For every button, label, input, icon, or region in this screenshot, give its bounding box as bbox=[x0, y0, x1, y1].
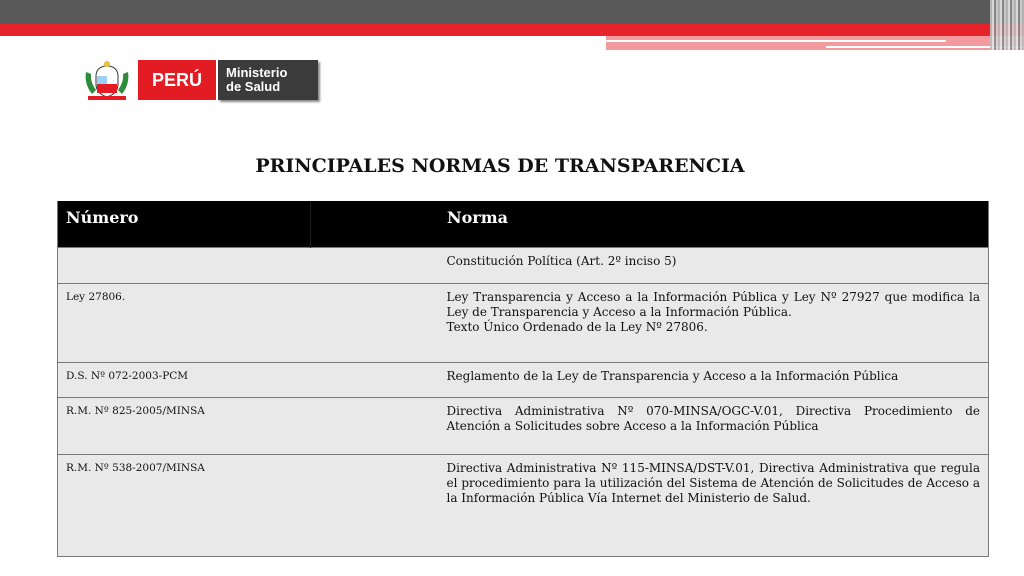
table-row bbox=[58, 247, 989, 283]
header-numero: Número bbox=[58, 201, 311, 247]
cell-norma bbox=[311, 283, 989, 362]
cell-norma bbox=[311, 247, 989, 283]
table-row bbox=[58, 362, 989, 397]
cell-norma bbox=[311, 362, 989, 397]
cell-numero bbox=[58, 247, 311, 283]
cell-numero: Ley 27806. bbox=[58, 283, 311, 362]
cell-numero: D.S. Nº 072-2003-PCM bbox=[58, 362, 311, 397]
table-row bbox=[58, 454, 989, 556]
cell-numero: R.M. Nº 825-2005/MINSA bbox=[58, 397, 311, 454]
norma-text: Directiva Administrativa Nº 070-MINSA/OGC-V.01, Directiva Procedimiento de Atención a Solicitudes sobre Acceso a la Información Pública bbox=[446, 403, 980, 433]
logo-country-label: PERÚ bbox=[138, 60, 216, 100]
norma-text: Ley Transparencia y Acceso a la Información Pública y Ley Nº 27927 que modifica la Ley de Transparencia y Acceso a la Información Pública. bbox=[446, 289, 980, 319]
norms-table bbox=[57, 201, 989, 557]
logo-ministry-label bbox=[218, 60, 318, 100]
coat-of-arms-icon bbox=[78, 60, 136, 102]
norma-text: Constitución Política (Art. 2º inciso 5) bbox=[446, 253, 677, 268]
norma-text: Texto Único Ordenado de la Ley Nº 27806. bbox=[446, 319, 708, 334]
logo-ministry-line1: Ministerio bbox=[226, 65, 288, 80]
table-header-row bbox=[58, 201, 989, 247]
logo-ministry-line2: de Salud bbox=[226, 79, 281, 94]
norma-text: Reglamento de la Ley de Transparencia y Acceso a la Información Pública bbox=[446, 368, 899, 383]
table-row bbox=[58, 283, 989, 362]
top-red-bar bbox=[0, 24, 1024, 36]
norma-text: Directiva Administrativa Nº 115-MINSA/DST-V.01, Directiva Administrativa que regula el procedimiento para la utilización del Sistema de Atención de Solicitudes de Acceso a la Información Pública Vía Internet del Ministerio de Salud. bbox=[446, 460, 980, 505]
ministry-logo bbox=[78, 58, 320, 102]
cell-norma bbox=[311, 397, 989, 454]
cell-norma bbox=[311, 454, 989, 556]
top-white-line bbox=[606, 40, 946, 42]
top-vertical-stripes bbox=[990, 0, 1024, 50]
table-row bbox=[58, 397, 989, 454]
cell-numero: R.M. Nº 538-2007/MINSA bbox=[58, 454, 311, 556]
page-title: PRINCIPALES NORMAS DE TRANSPARENCIA bbox=[255, 155, 745, 177]
header-norma: Norma bbox=[311, 201, 989, 247]
top-gray-bar bbox=[0, 0, 1024, 24]
